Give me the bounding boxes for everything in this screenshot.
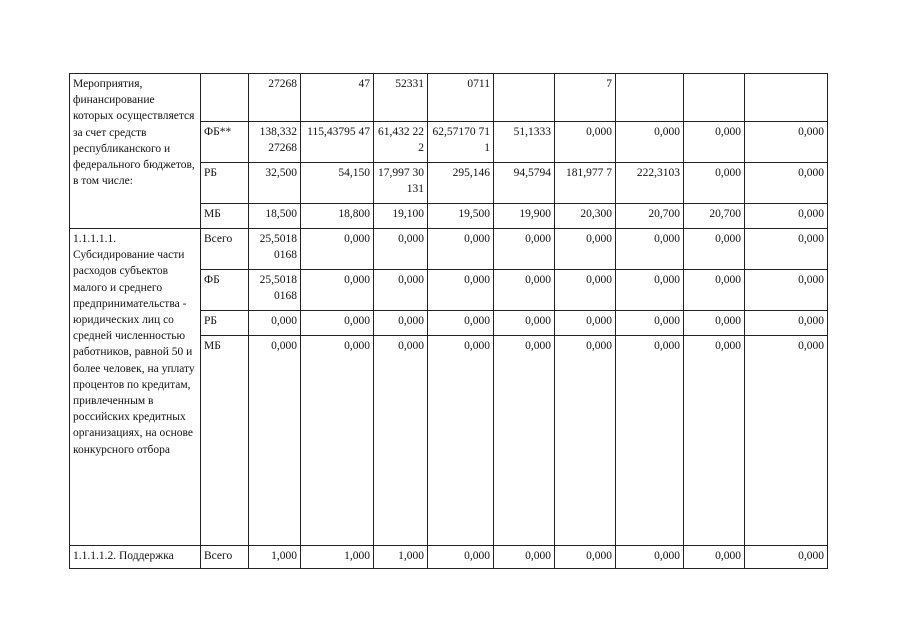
value-cell: 1,000 bbox=[249, 546, 301, 569]
value-cell: 0,000 bbox=[684, 546, 745, 569]
value-cell: 115,43795 47 bbox=[301, 122, 374, 163]
value-cell: 0,000 bbox=[249, 311, 301, 336]
value-cell: 138,332 27268 bbox=[249, 122, 301, 163]
value-cell: 17,997 30131 bbox=[374, 163, 428, 204]
table-row bbox=[70, 229, 828, 270]
value-cell: 181,977 7 bbox=[555, 163, 616, 204]
value-cell: 0,000 bbox=[745, 229, 828, 270]
value-cell: 0,000 bbox=[555, 270, 616, 311]
funding-source-cell: ФБ** bbox=[201, 122, 249, 163]
value-cell: 0,000 bbox=[494, 229, 555, 270]
budget-table bbox=[69, 73, 828, 569]
value-cell: 0,000 bbox=[745, 270, 828, 311]
value-cell: 1,000 bbox=[301, 546, 374, 569]
value-cell: 0,000 bbox=[494, 311, 555, 336]
value-cell: 52331 bbox=[374, 74, 428, 122]
value-cell: 0,000 bbox=[249, 336, 301, 546]
funding-source-cell: МБ bbox=[201, 204, 249, 229]
value-cell: 0,000 bbox=[684, 163, 745, 204]
value-cell: 0,000 bbox=[745, 204, 828, 229]
activity-name-cell: Мероприятия, финансирование которых осуществляется за счет средств республиканского и федерального бюджетов, в том числе: bbox=[70, 74, 201, 229]
value-cell: 0,000 bbox=[555, 336, 616, 546]
value-cell: 25,5018 0168 bbox=[249, 270, 301, 311]
value-cell: 0,000 bbox=[684, 270, 745, 311]
value-cell: 54,150 bbox=[301, 163, 374, 204]
value-cell: 0,000 bbox=[555, 311, 616, 336]
value-cell: 51,1333 bbox=[494, 122, 555, 163]
funding-source-cell: Всего bbox=[201, 229, 249, 270]
table-row bbox=[70, 546, 828, 569]
budget-table-body bbox=[70, 74, 828, 569]
table-row bbox=[70, 74, 828, 122]
value-cell: 0,000 bbox=[555, 229, 616, 270]
value-cell: 0,000 bbox=[374, 270, 428, 311]
value-cell: 0,000 bbox=[374, 336, 428, 546]
value-cell: 0,000 bbox=[745, 311, 828, 336]
funding-source-cell bbox=[201, 74, 249, 122]
value-cell: 0,000 bbox=[374, 229, 428, 270]
value-cell: 20,700 bbox=[616, 204, 684, 229]
value-cell: 0,000 bbox=[494, 546, 555, 569]
value-cell: 0,000 bbox=[555, 546, 616, 569]
funding-source-cell: МБ bbox=[201, 336, 249, 546]
value-cell: 0,000 bbox=[374, 311, 428, 336]
value-cell: 295,146 bbox=[428, 163, 494, 204]
value-cell: 0,000 bbox=[745, 336, 828, 546]
value-cell: 0,000 bbox=[616, 311, 684, 336]
value-cell bbox=[494, 74, 555, 122]
value-cell: 0,000 bbox=[684, 336, 745, 546]
value-cell: 0,000 bbox=[684, 122, 745, 163]
value-cell: 25,5018 0168 bbox=[249, 229, 301, 270]
value-cell: 0,000 bbox=[301, 270, 374, 311]
value-cell: 20,700 bbox=[684, 204, 745, 229]
value-cell: 0,000 bbox=[555, 122, 616, 163]
value-cell: 62,57170 711 bbox=[428, 122, 494, 163]
value-cell: 0,000 bbox=[428, 546, 494, 569]
value-cell: 0,000 bbox=[616, 336, 684, 546]
value-cell: 0,000 bbox=[616, 270, 684, 311]
value-cell bbox=[616, 74, 684, 122]
value-cell: 19,500 bbox=[428, 204, 494, 229]
funding-source-cell: РБ bbox=[201, 311, 249, 336]
value-cell: 0,000 bbox=[616, 229, 684, 270]
value-cell bbox=[745, 74, 828, 122]
value-cell: 27268 bbox=[249, 74, 301, 122]
value-cell: 0,000 bbox=[428, 229, 494, 270]
value-cell bbox=[684, 74, 745, 122]
value-cell: 18,500 bbox=[249, 204, 301, 229]
value-cell: 1,000 bbox=[374, 546, 428, 569]
value-cell: 19,100 bbox=[374, 204, 428, 229]
value-cell: 222,3103 bbox=[616, 163, 684, 204]
value-cell: 18,800 bbox=[301, 204, 374, 229]
value-cell: 0,000 bbox=[745, 163, 828, 204]
value-cell: 0711 bbox=[428, 74, 494, 122]
value-cell: 0,000 bbox=[684, 311, 745, 336]
value-cell: 94,5794 bbox=[494, 163, 555, 204]
value-cell: 0,000 bbox=[745, 546, 828, 569]
value-cell: 0,000 bbox=[428, 336, 494, 546]
value-cell: 0,000 bbox=[301, 311, 374, 336]
value-cell: 7 bbox=[555, 74, 616, 122]
value-cell: 0,000 bbox=[494, 336, 555, 546]
value-cell: 0,000 bbox=[684, 229, 745, 270]
funding-source-cell: РБ bbox=[201, 163, 249, 204]
value-cell: 0,000 bbox=[301, 229, 374, 270]
value-cell: 47 bbox=[301, 74, 374, 122]
value-cell: 20,300 bbox=[555, 204, 616, 229]
value-cell: 0,000 bbox=[494, 270, 555, 311]
value-cell: 0,000 bbox=[301, 336, 374, 546]
value-cell: 0,000 bbox=[428, 270, 494, 311]
activity-name-cell: 1.1.1.1.1. Субсидирование части расходов субъектов малого и среднего предпринимательства - юридических лиц со средней численностью работников, равной 50 и более человек, на уплату процентов по кредитам, привлеченным в российских кредитных организациях, на основе конкурсного отбора bbox=[70, 229, 201, 546]
value-cell: 32,500 bbox=[249, 163, 301, 204]
funding-source-cell: Всего bbox=[201, 546, 249, 569]
value-cell: 61,432 222 bbox=[374, 122, 428, 163]
value-cell: 19,900 bbox=[494, 204, 555, 229]
value-cell: 0,000 bbox=[745, 122, 828, 163]
activity-name-cell: 1.1.1.1.2. Поддержка bbox=[70, 546, 201, 569]
value-cell: 0,000 bbox=[616, 546, 684, 569]
value-cell: 0,000 bbox=[616, 122, 684, 163]
value-cell: 0,000 bbox=[428, 311, 494, 336]
funding-source-cell: ФБ bbox=[201, 270, 249, 311]
